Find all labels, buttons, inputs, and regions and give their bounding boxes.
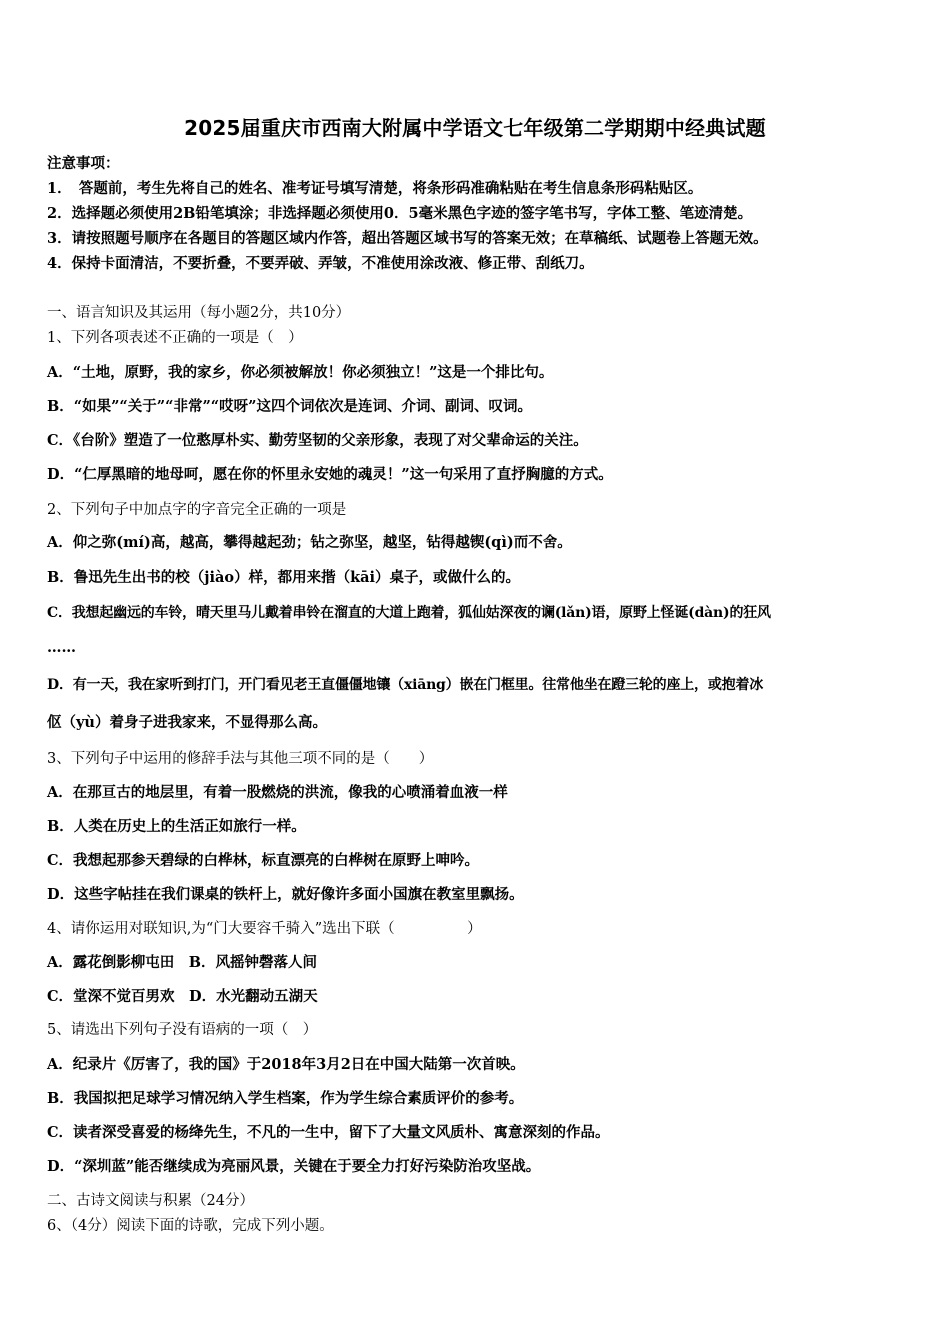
q2-option-b: B．鲁迅先生出书的校（jiào）样，都用来揩（kāi）桌子，或做什么的。 [47, 569, 521, 586]
notice-heading: 注意事项： [47, 155, 120, 172]
q4-options-ab: A．露花倒影柳屯田 B．风摇钟磬落人间 [47, 954, 318, 971]
q4-options-cd: C．堂深不觉百男欢 D．水光翻动五湖天 [47, 988, 318, 1005]
question-5-stem: 5、请选出下列句子没有语病的一项（ ） [47, 1022, 318, 1038]
notice-item: 1． 答题前，考生先将自己的姓名、准考证号填写清楚，将条形码准确粘贴在考生信息条形码粘贴区。 [47, 180, 703, 197]
question-4-stem: 4、请你运用对联知识,为“门大要容千骑入”选出下联（ ） [47, 921, 482, 937]
question-2-stem: 2、下列句子中加点字的字音完全正确的一项是 [47, 502, 347, 518]
q3-option-a: A．在那亘古的地层里，有着一股燃烧的洪流，像我的心喷涌着血液一样 [47, 784, 508, 801]
q5-option-a: A．纪录片《厉害了，我的国》于2018年3月2日在中国大陆第一次首映。 [47, 1056, 525, 1073]
q5-option-d: D．“深圳蓝”能否继续成为亮丽风景，关键在于要全力打好污染防治攻坚战。 [47, 1158, 541, 1175]
q5-option-c: C．读者深受喜爱的杨绛先生，不凡的一生中，留下了大量文风质朴、寓意深刻的作品。 [47, 1124, 610, 1141]
q3-option-c: C．我想起那参天碧绿的白桦林，标直漂亮的白桦树在原野上呻吟。 [47, 852, 480, 869]
q2-option-a: A．仰之弥(mí)高，越高，攀得越起劲；钻之弥坚，越坚，钻得越锲(qì)而不舍。 [47, 534, 572, 551]
q2-option-d: D．有一天，我在家听到打门，开门看见老王直僵僵地镶（xiāng）嵌在门框里。往常他坐在蹬三轮的座上，或抱着冰 [47, 677, 764, 693]
question-3-stem: 3、下列句子中运用的修辞手法与其他三项不同的是（ ） [47, 751, 434, 767]
q5-option-b: B．我国拟把足球学习情况纳入学生档案，作为学生综合素质评价的参考。 [47, 1090, 524, 1107]
section-2-heading: 二、古诗文阅读与积累（24分） [47, 1193, 254, 1209]
section-1-heading: 一、语言知识及其运用（每小题2分，共10分） [47, 305, 351, 321]
notice-item: 2．选择题必须使用2B铅笔填涂；非选择题必须使用0．5毫米黑色字迹的签字笔书写，字体工整、笔迹清楚。 [47, 205, 753, 222]
q2-option-c: C．我想起幽远的车铃，晴天里马儿戴着串铃在溜直的大道上跑着，狐仙姑深夜的谰(lǎn)语，原野上怪诞(dàn)的狂风 [47, 605, 771, 621]
question-6-stem: 6、（4分）阅读下面的诗歌，完成下列小题。 [47, 1218, 334, 1234]
notice-item: 3．请按照题号顺序在各题目的答题区域内作答，超出答题区域书写的答案无效；在草稿纸、试题卷上答题无效。 [47, 230, 768, 247]
question-1-stem: 1、下列各项表述不正确的一项是（ ） [47, 330, 303, 346]
q2-option-d-continued: 伛（yù）着身子进我家来，不显得那么高。 [47, 714, 327, 731]
q3-option-d: D．这些字帖挂在我们课桌的铁杆上，就好像许多面小国旗在教室里飘扬。 [47, 886, 524, 903]
q2-option-c-continued: …… [47, 639, 76, 656]
q1-option-a: A．“土地，原野，我的家乡，你必须被解放！你必须独立！”这是一个排比句。 [47, 364, 554, 381]
q1-option-d: D．“仁厚黑暗的地母呵，愿在你的怀里永安她的魂灵！”这一句采用了直抒胸臆的方式。 [47, 466, 613, 483]
notice-item: 4．保持卡面清洁，不要折叠，不要弄破、弄皱，不准使用涂改液、修正带、刮纸刀。 [47, 255, 594, 272]
q1-option-b: B．“如果”“关于”“非常”“哎呀”这四个词依次是连词、介词、副词、叹词。 [47, 398, 532, 415]
exam-title: 2025届重庆市西南大附属中学语文七年级第二学期期中经典试题 [184, 116, 766, 140]
q3-option-b: B．人类在历史上的生活正如旅行一样。 [47, 818, 306, 835]
q1-option-c: C．《台阶》塑造了一位憨厚朴实、勤劳坚韧的父亲形象，表现了对父辈命运的关注。 [47, 432, 588, 449]
